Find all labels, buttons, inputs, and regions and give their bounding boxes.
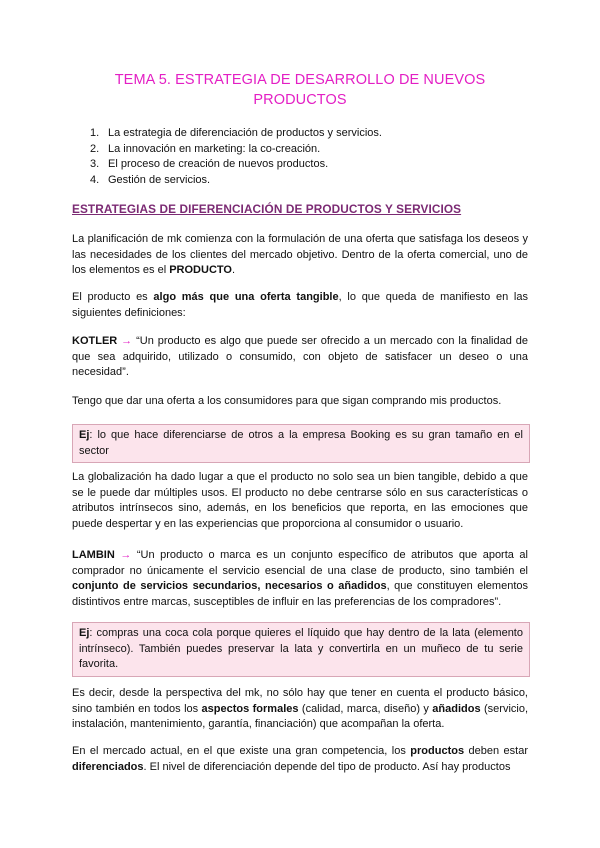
paragraph-kotler: KOTLER → “Un producto es algo que puede ser ofrecido a un mercado con la finalidad de que sea adquirido, utilizado o consumido, con objeto de satisfacer un deseo o una necesidad”. bbox=[72, 335, 528, 378]
title-line-1: TEMA 5. ESTRATEGIA DE DESARROLLO DE NUEVOS bbox=[114, 72, 486, 88]
paragraph-perspective: Es decir, desde la perspectiva del mk, no sólo hay que tener en cuenta el producto básico, sino también en todos los aspectos formales (calidad, marca, diseño) y añadidos (servicio, instalación, mantenimiento, garantía, financiación) que acompañan la oferta. bbox=[72, 687, 529, 730]
example-box-coca-cola: Ej: compras una coca cola porque quieres el líquido que hay dentro de la lata (elemento intrínseco). También puedes preservar la lata y convertirla en un muñeco de tu serie favorita. bbox=[72, 622, 530, 677]
paragraph-offer: Tengo que dar una oferta a los consumidores para que sigan comprando mis productos. bbox=[72, 395, 502, 407]
arrow-icon: → bbox=[120, 549, 132, 561]
paragraph-product: El producto es algo más que una oferta tangible, lo que queda de manifiesto en las siguientes definiciones: bbox=[72, 291, 528, 319]
paragraph-intro: La planificación de mk comienza con la formulación de una oferta que satisfaga los deseos y las necesidades de los clientes del mercado objetivo. Dentro de la oferta comercial, uno de los elementos es el PRODUCTO. bbox=[72, 233, 528, 276]
document-title bbox=[72, 70, 528, 110]
toc-item: 3. El proceso de creación de nuevos productos. bbox=[90, 158, 329, 170]
arrow-icon: → bbox=[121, 335, 133, 347]
toc-item: 4. Gestión de servicios. bbox=[90, 173, 211, 186]
section-heading: ESTRATEGIAS DE DIFERENCIACIÓN DE PRODUCTOS Y SERVICIOS bbox=[72, 202, 462, 216]
paragraph-market: En el mercado actual, en el que existe una gran competencia, los productos deben estar diferenciados. El nivel de diferenciación depende del tipo de producto. Así hay productos bbox=[72, 745, 529, 773]
title-line-2: PRODUCTOS bbox=[253, 92, 347, 108]
paragraph-lambin: LAMBIN → “Un producto o marca es un conjunto específico de atributos que aporta al comprador no únicamente el servicio esencial de una clase de producto, sino también el conjunto de servicios secundarios, necesarios o añadidos, que constituyen elementos distintivos entre marcas, susceptibles de influir en las preferencias de los compradores”. bbox=[72, 549, 528, 608]
example-box-booking: Ej: lo que hace diferenciarse de otros a la empresa Booking es su gran tamaño en el sector bbox=[72, 424, 530, 463]
toc-item: 2. La innovación en marketing: la co-creación. bbox=[90, 142, 321, 155]
toc-item: 1. La estrategia de diferenciación de productos y servicios. bbox=[90, 127, 382, 139]
table-of-contents bbox=[90, 126, 382, 188]
paragraph-globalization: La globalización ha dado lugar a que el producto no solo sea un bien tangible, debido a que se le puede dar múltiples usos. El producto no debe centrarse sólo en sus características o atributos intrínsecos sino, además, en los beneficios que reporta, en las emociones que puede despertar y en las experiencias que proporciona al consumidor o usuario. bbox=[72, 471, 528, 530]
